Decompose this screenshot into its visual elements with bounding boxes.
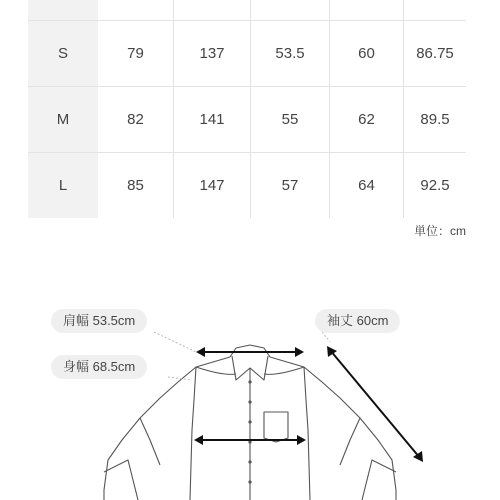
table-header-cell bbox=[28, 0, 98, 21]
table-cell: 89.5 bbox=[404, 87, 466, 153]
table-cell: 57 bbox=[251, 153, 330, 218]
table-cell: 141 bbox=[174, 87, 251, 153]
table-header-cell bbox=[174, 0, 251, 21]
body-width-label: 身幅 68.5cm bbox=[51, 355, 147, 379]
table-cell: 86.75 bbox=[404, 21, 466, 87]
table-cell: 53.5 bbox=[251, 21, 330, 87]
shoulder-width-label: 肩幅 53.5cm bbox=[51, 309, 147, 333]
leader-lines bbox=[154, 332, 330, 380]
unit-note: 単位：cm bbox=[414, 224, 466, 238]
size-table bbox=[28, 0, 466, 218]
table-cell: 55 bbox=[251, 87, 330, 153]
table-header-row bbox=[28, 0, 466, 21]
table-row bbox=[28, 21, 466, 87]
table-cell: 82 bbox=[98, 87, 174, 153]
size-label: M bbox=[28, 87, 98, 153]
table-header-cell bbox=[330, 0, 404, 21]
size-label: S bbox=[28, 21, 98, 87]
table-cell: 92.5 bbox=[404, 153, 466, 218]
sleeve-length-label: 袖丈 60cm bbox=[315, 309, 400, 333]
table-cell: 79 bbox=[98, 21, 174, 87]
table-cell: 64 bbox=[330, 153, 404, 218]
table-row bbox=[28, 153, 466, 218]
table-cell: 85 bbox=[98, 153, 174, 218]
table-cell: 147 bbox=[174, 153, 251, 218]
table-header-cell bbox=[251, 0, 330, 21]
size-label: L bbox=[28, 153, 98, 218]
table-cell: 137 bbox=[174, 21, 251, 87]
table-cell: 62 bbox=[330, 87, 404, 153]
table-cell: 60 bbox=[330, 21, 404, 87]
table-header-cell bbox=[98, 0, 174, 21]
table-header-cell bbox=[404, 0, 466, 21]
table-row bbox=[28, 87, 466, 153]
